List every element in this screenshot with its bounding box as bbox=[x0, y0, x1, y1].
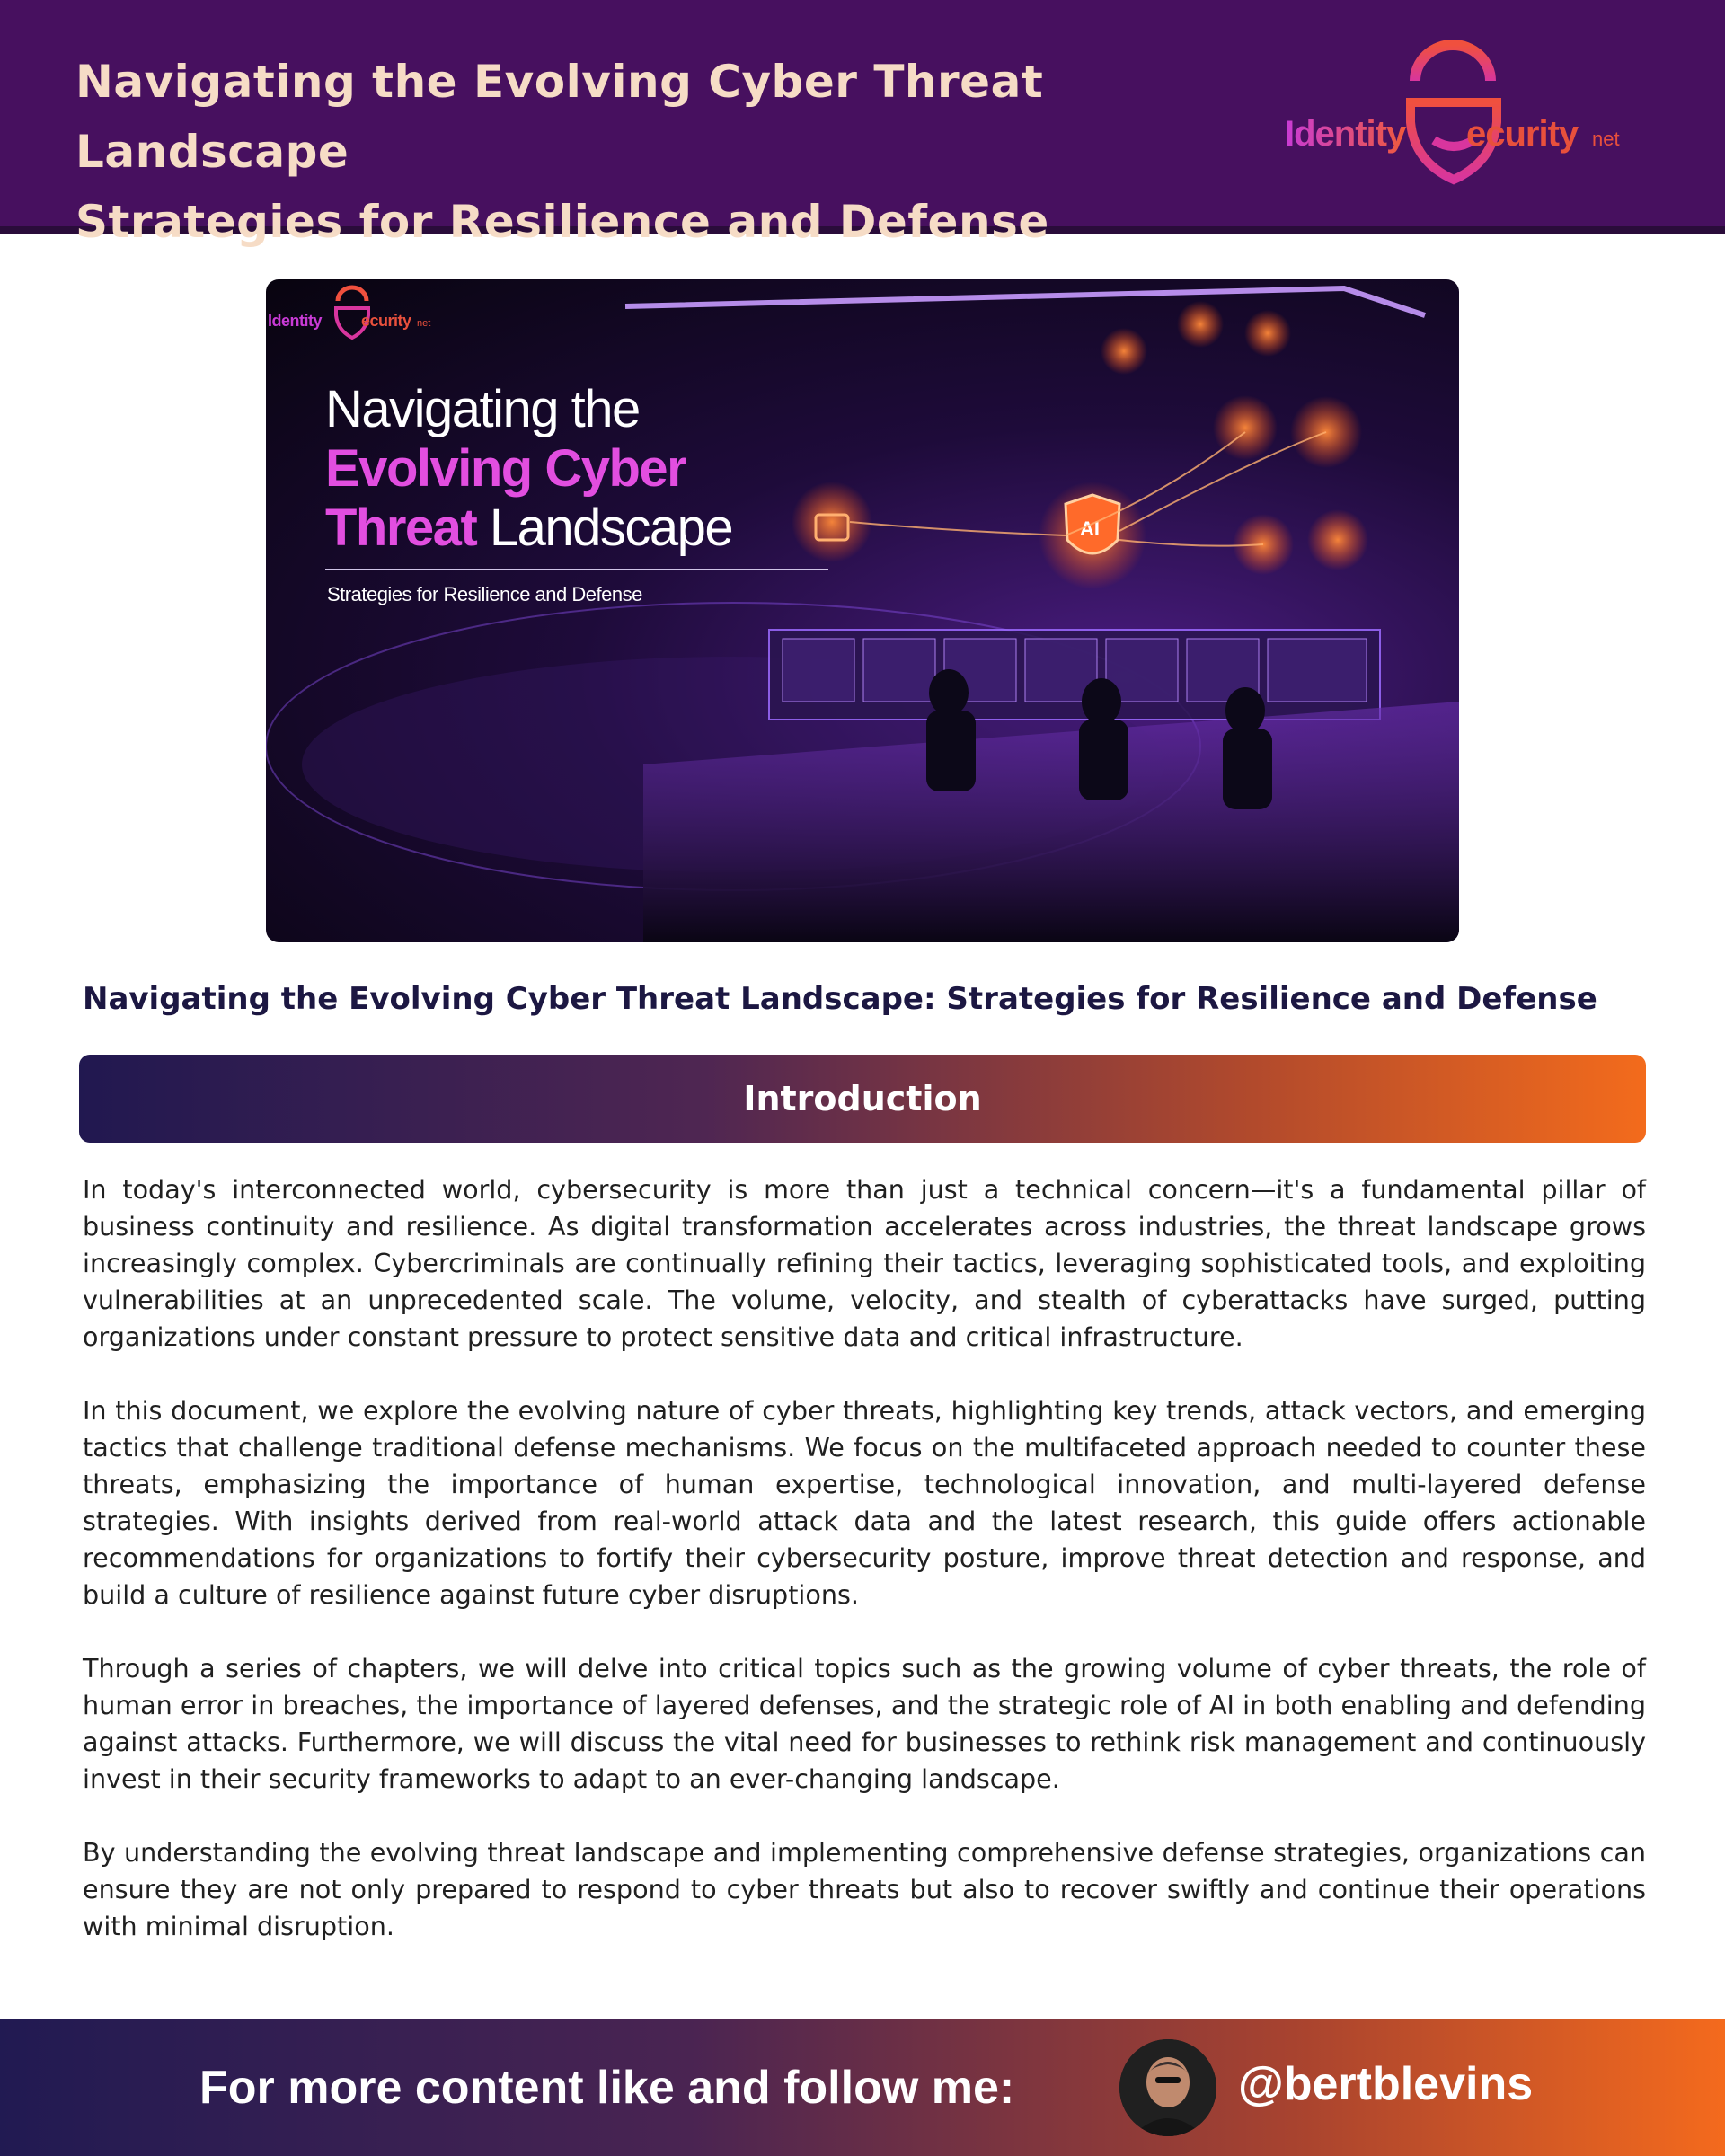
svg-text:Identity: Identity bbox=[268, 312, 323, 330]
paragraph: In this document, we explore the evolving nature of cyber threats, highlighting key trends, attack vectors, and emerging tactics that challenge traditional defense mechanisms. We focus on the multifaceted approach needed to counter these threats, emphasizing the importance of human expertise, technological innovation, and multi-layered defense strategies. With insights derived from real-world attack data and the latest research, this guide offers actionable recommendations for organizations to fortify their cybersecurity posture, improve threat detection and response, and build a culture of resilience against future cyber disruptions. bbox=[83, 1395, 1646, 1610]
svg-text:net: net bbox=[1592, 128, 1620, 150]
svg-text:net: net bbox=[417, 318, 431, 329]
section-banner bbox=[79, 1055, 1646, 1143]
hero-title-line3 bbox=[325, 499, 828, 558]
document-title: Navigating the Evolving Cyber Threat Landscape: Strategies for Resilience and Defense bbox=[83, 981, 1597, 1017]
hero-illustration bbox=[266, 279, 1459, 942]
avatar-portrait bbox=[1119, 2039, 1216, 2136]
paragraph: Through a series of chapters, we will delve into critical topics such as the growing volume of cyber threats, the role of human error in breaches, the importance of layered defenses, and the strategic role of AI in both enabling and defending against attacks. Furthermore, we will discuss the vital need for businesses to rethink risk management and continuously invest in their security frameworks to adapt to an ever-changing landscape. bbox=[83, 1653, 1646, 1794]
avatar[interactable] bbox=[1119, 2039, 1216, 2136]
svg-text:ecurity: ecurity bbox=[361, 312, 411, 330]
hero-title-highlight: Threat bbox=[325, 499, 477, 557]
hero-subtitle: Strategies for Resilience and Defense bbox=[327, 583, 642, 605]
page-header bbox=[0, 0, 1725, 248]
hero-image bbox=[266, 279, 1459, 942]
hero-title-line1: Navigating the bbox=[325, 380, 640, 438]
hero-divider bbox=[325, 569, 828, 570]
footer-cta: For more content like and follow me: bbox=[199, 2062, 1015, 2114]
social-handle[interactable]: @bertblevins bbox=[1238, 2058, 1534, 2110]
paragraph: By understanding the evolving threat landscape and implementing comprehensive defense strategies, organizations can ensure they are not only prepared to respond to cyber threats but also to recover swiftly and continue their operations with minimal disruption. bbox=[83, 1837, 1646, 1941]
hero-title-rest: Landscape bbox=[476, 499, 733, 557]
section-title: Introduction bbox=[743, 1079, 982, 1118]
hero-logo bbox=[266, 279, 455, 342]
header-title-line2: Strategies for Resilience and Defense bbox=[75, 196, 1049, 248]
paragraph: In today's interconnected world, cybersecurity is more than just a technical concern—it's a fundamental pillar of business continuity and resilience. As digital transformation accelerates across industries, the threat landscape grows increasingly complex. Cybercriminals are continually refining their tactics, leveraging sophisticated tools, and exploiting vulnerabilities at an unprecedented scale. The volume, velocity, and stealth of cyberattacks have surged, putting organizations under constant pressure to protect sensitive data and critical infrastructure. bbox=[83, 1174, 1646, 1352]
hero-title bbox=[325, 380, 828, 558]
svg-text:AI: AI bbox=[1080, 517, 1100, 540]
hero-title-line2: Evolving Cyber bbox=[325, 439, 686, 498]
page-footer bbox=[0, 2019, 1725, 2156]
shield-s-icon bbox=[1411, 45, 1497, 180]
header-title-line1: Navigating the Evolving Cyber Threat Landscape bbox=[75, 56, 1044, 178]
svg-text:Identity: Identity bbox=[1285, 114, 1406, 154]
header-title bbox=[75, 47, 1243, 257]
svg-text:ecurity: ecurity bbox=[1466, 114, 1579, 154]
intro-body bbox=[83, 1171, 1646, 1982]
identity-security-logo bbox=[1276, 40, 1644, 192]
